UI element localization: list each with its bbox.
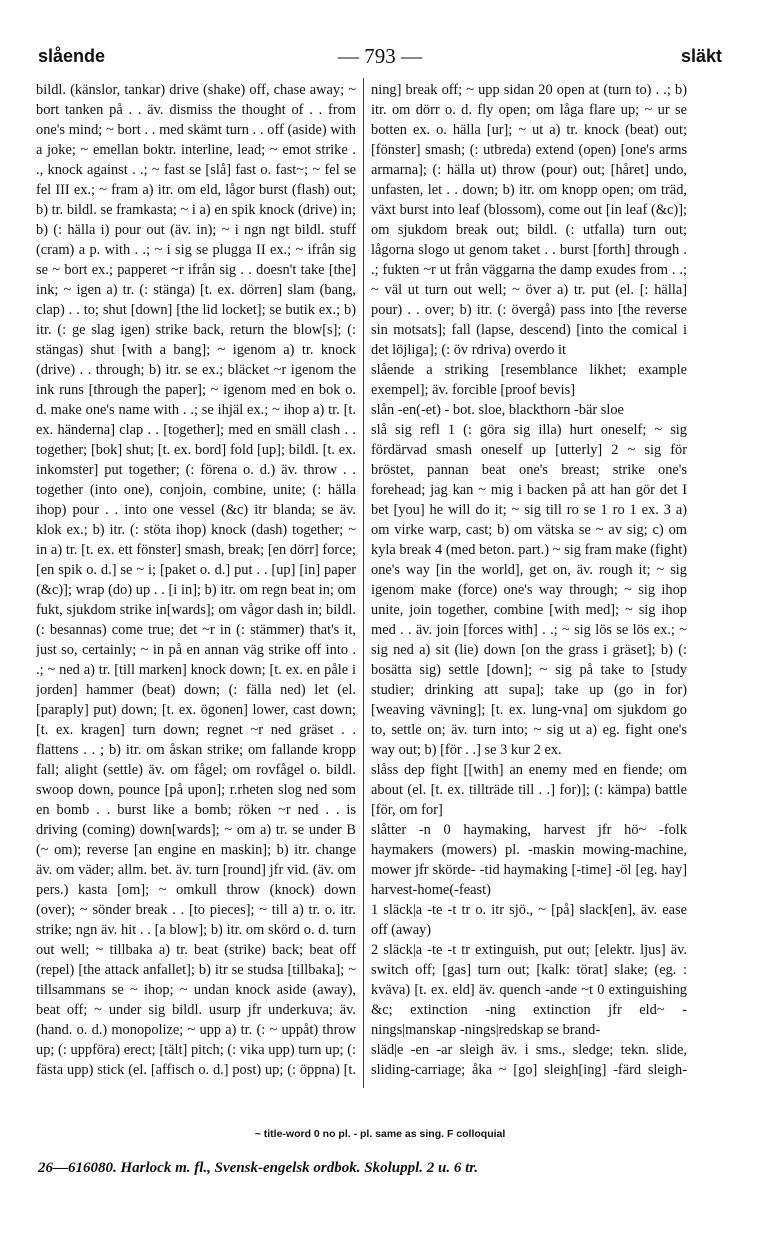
entry-slass: slåss dep fight [[with] an enemy med en fiende; om about (el. [t. ex. tillträde till . .] for)]; (: kämpa) battle [för, om for] [371,762,687,818]
entry-slatter: slåtter -n 0 haymaking, harvest jfr hö~ -folk haymakers (mowers) pl. -maskin mowing-machine, mower jfr skörde- -tid haymaking [-time] -öl [eg. hay] harvest-home(-feast) [371,822,687,898]
page-footer: 26—616080. Harlock m. fl., Svensk-engelsk ordbok. Skoluppl. 2 u. 6 tr. [38,1160,479,1176]
header-last-word: släkt [680,46,722,66]
column-divider [363,78,364,1088]
left-column-text: bildl. (känslor, tankar) drive (shake) off, chase away; ~ bort tanken på . . äv. dismiss the thought of . . from one's mind; ~ bort . . med skämt turn . . off (aside) with a joke; ~ emellan boktr. interline, lead; ~ emot strike . ., knock against . .; ~ fast se [slå] fast o. fast~; ~ fel se fel III ex.; ~ fram a) itr. om eld, lågor burst (flash) out; b) tr. bildl. se framkasta; ~ i a) en spik knock (drive) in; b) (: hälla i) pour out (äv. in); ~ i ngn ngt bildl. stuff (cram) a p. with . .; ~ i sig se plugga II ex.; ~ ifrån sig se ~ bort ex.; papperet ~r ifrån sig . . doesn't take [the] ink; ~ igen a) tr. (: stänga) [t. ex. dörren] slam (bang, clap) . . to; shut [down] [the lid locket]; se butik ex.; b) itr. (: ge slag igen) strike back, return the blow[s]; (: stängas) shut [with a bang]; ~ igenom a) tr. knock (drive) . . through; b) itr. se ex.; bläcket ~r igenom the ink runs [through the paper]; ~ igenom med en bok o. d. make one's name with . .; se ihjäl ex.; ~ ihop a) tr. [t. ex. händerna] clap . . [together]; med en smäll clash . . together; [bok] shut; [t. ex. bord] fold [up]; bildl. [t. ex. inkomster] put together; (: förena o. d.) äv. throw . . together (into one), conjoin, combine, unite; (: hälla ihop) pour . . into one vessel (&c) itr blanda; se äv. klok ex.; b) itr. (: stöta ihop) knock (dash) together; ~ in a) tr. [t. ex. ett fönster] smash, break; [en dörr] force; [en spik o. d.] se ~ i; [paket o. d.] put . . [up] [in] paper (&c)]; wrap (do) up . . [i in]; b) itr. om regn beat in; om fukt, sjukdom strike in[wards]; om vågor dash in; bildl. (: besannas) come true; det ~r in (: stämmer) that's it, just so, certainly; ~ in på en annan väg strike off into . .; ~ ned a) tr. [till marken] knock down; [t. ex. en påle i jorden] hammer (beat) down; (: fälla ned) let (el. [paraply] put) down; [t. ex. ögonen] lower, cast down; [t. ex. kragen] turn down; regnet ~r ned gräset . . flattens . . ; b) itr. om åskan strike; om fallande kropp fall; alight (settle) äv. om fågel; om rovfågel o. bildl. swoop down, pounce [på upon]; r.rheten slog ned som en bomb . . burst like a bomb; röken ~r ned . . is driving (coming) down[wards]; ~ om a) tr. se under B (~ om); reverse [an engine en maskin]; b) itr. change äv. om väder; allm. bet. äv. turn [round] jfr vid. (äv. om pers.) kasta [om]; ~ omkull throw (knock) down (over); ~ sönder break . . [to pieces]; ~ till a) tr. o. itr. strike; ngn äv. hit . . [a blow]; b) itr. om skörd o. d. turn out well; ~ tillbaka a) tr. beat (strike) back; beat off (repel) [the attack anfallet]; b) itr se studsa [tillbaka]; ~ tillsammans se ~ ihop; ~ undan knock aside (away), beat off; ~ under sig bildl. usurp jfr underkuva; äv. (hand. o. d.) monopolize; ~ upp a) tr. (: ~ uppåt) throw up; (: uppföra) erect; [tält] pitch; (: vika upp) turn up; (: fästa upp) stick (el. [affisch o. d.] post) up; (: öppna) [t. [36,82,356,1078]
left-column [36,80,356,1080]
entry-slade: släd|e -en -ar sleigh äv. i sms., sledge; tekn. slide, sliding-carriage; åka ~ [go] sleigh[ing] -färd sleigh- [371,1042,687,1078]
entry-slan: slån -en(-et) - bot. sloe, blackthorn -bär sloe [371,402,624,418]
right-column [371,80,687,1080]
header-first-word: slående [38,46,106,66]
page-number: — 793 — [338,44,422,68]
entry-continuation: ning] break off; ~ upp sidan 20 open at (turn to) . .; b) itr. om dörr o. d. fly open; om låga flare up; ~ ur se botten ex. o. hälla [ur]; ~ ut a) tr. knock (beat) out; [fönster] smash; (: utbreda) extend (open) [one's arms armarna]; (: hälla ut) throw (pour) out; [håret] undo, unfasten, let . . down; b) itr. om knopp open; om träd, växt burst into leaf (blossom), come out [in leaf (&c)]; om sjukdom break out; bildl. (: utfalla) turn out; lågorna slogo ut genom taket . . burst [forth] through . .; fukten ~r ut från väggarna the damp exudes from . .; ~ väl ut turn out well; ~ över a) tr. put (el. [: hälla] pour) . . over; b) itr. (: övergå) pass into [the reverse sin motsats]; fall (lapse, descend) [into the comical i det löjliga]; (: öv rdriva) overdo it [371,82,687,358]
entry-slacka-1: 1 släck|a -te -t tr o. itr sjö., ~ [på] slack[en], äv. ease off (away) [371,902,687,938]
symbol-legend: ~ title-word 0 no pl. - pl. same as sing. F colloquial [254,1128,506,1140]
entry-sla-sig: slå sig refl 1 (: göra sig illa) hurt oneself; ~ sig fördärvad smash oneself up [utterly] 2 ~ sig för bröstet, pannan beat one's breast; strike one's forehead; jag kan ~ mig i backen på att han gör det I bet [you] he will do it; ~ sig till ro se 1 ro 1 ex. 3 a) om virke warp, cast; b) om vätska se ~ av sig; c) om kyla break 4 (med beton. part.) ~ sig fram make (fight) one's way [in the world], get on, äv. rough it; ~ sig igenom make (force) one's way through; ~ sig ihop unite, join together, combine [with med]; ~ sig ihop med . . äv. join [forces with] . .; ~ sig lös se lös ex.; ~ sig ned a) sit (lie) down [on the grass i gräset]; b) (: bosätta sig) settle [down]; ~ sig på take to [study studier; drinking att supa]; take up (go in for) [weaving vävning]; [t. ex. lung-vna] om sjukdom go to, settle on; äv. turn into; ~ sig ut a) eg. fight one's way out; b) [för . .] se 3 kur 2 ex. [371,422,687,758]
entry-slaende: slående a striking [resemblance likhet; example exempel]; äv. forcible [proof bevis] [371,362,687,398]
entry-slacka-2: 2 släck|a -te -t tr extinguish, put out; [elektr. ljus] äv. switch off; [gas] turn out; [kalk: törat] slake; (eg. : kväva) [t. ex. eld] äv. quench -ande ~t 0 extinguishing &c; extinction -ning extinction jfr eld~ -nings|manskap -nings|redskap se brand- [371,942,687,1038]
page-header [38,46,722,70]
